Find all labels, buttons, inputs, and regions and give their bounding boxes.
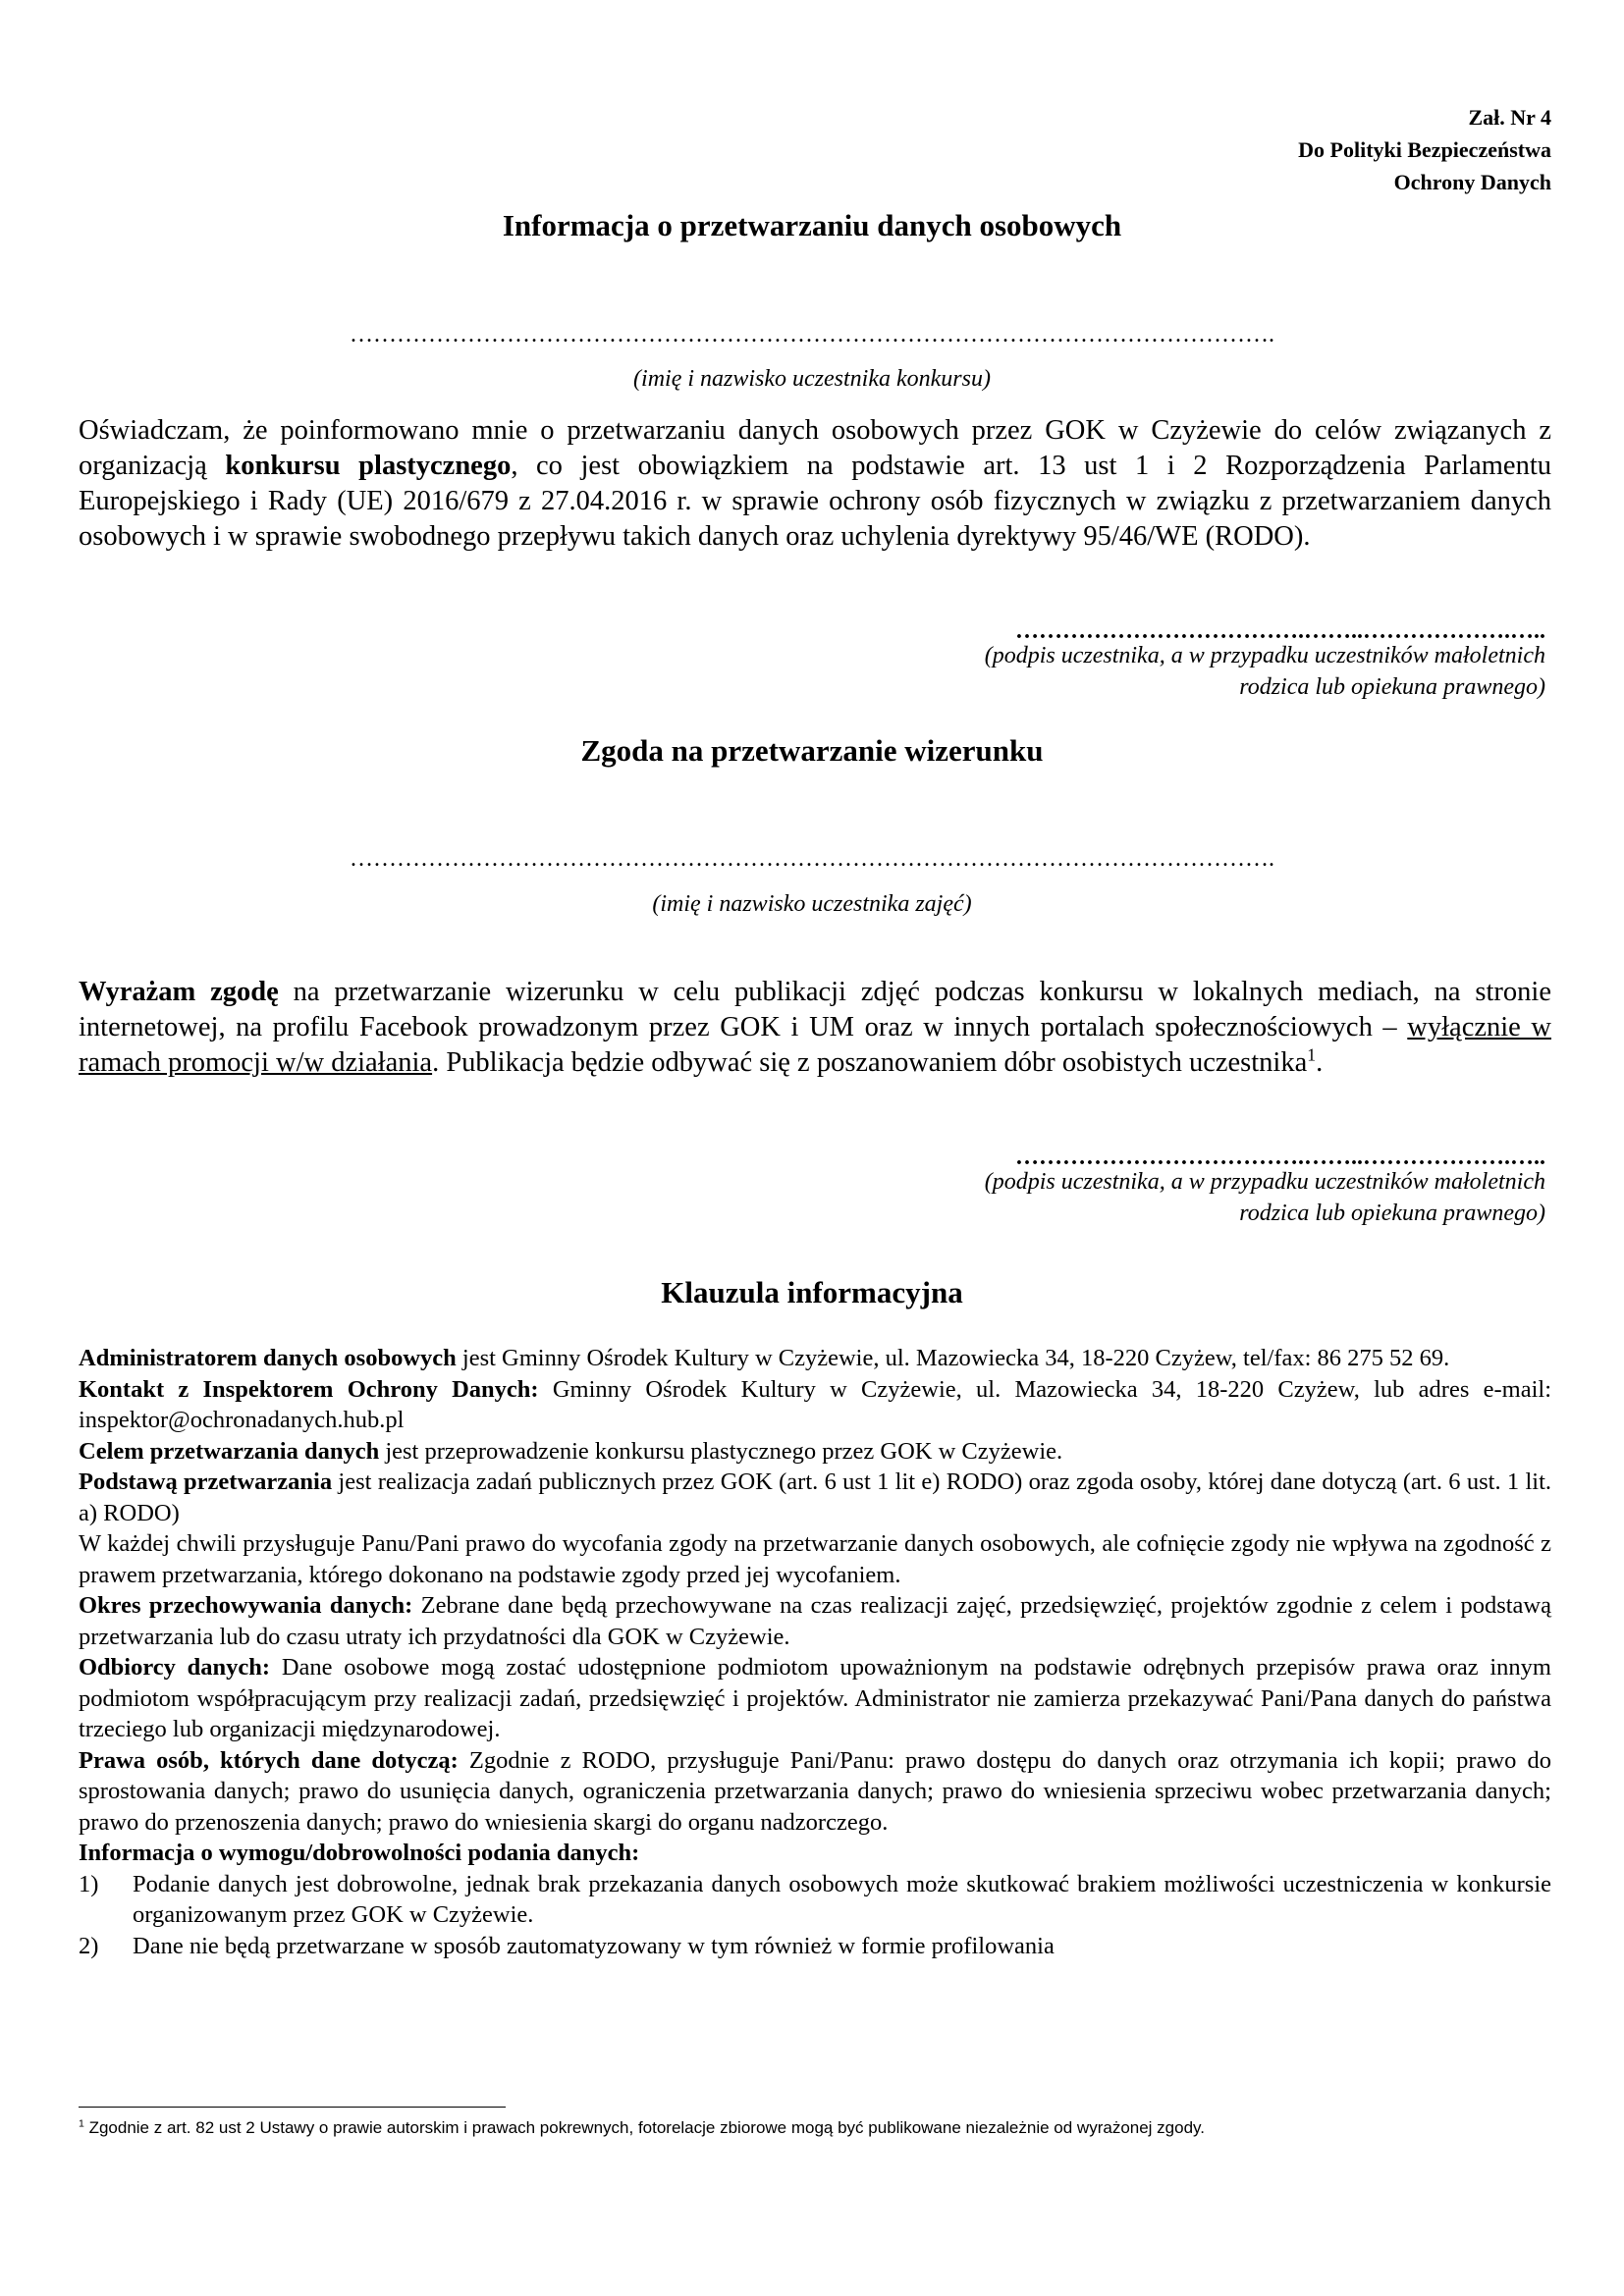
list-item xyxy=(79,1869,1551,1931)
clause-requirement-heading xyxy=(79,1838,1551,1869)
clause-iod-contact xyxy=(79,1374,1551,1436)
signature-caption-2-line-2: rodzica lub opiekuna prawnego) xyxy=(1239,1201,1545,1226)
clause-withdrawal: W każdej chwili przysługuje Panu/Pani prawo do wycofania zgody na przetwarzanie danych osobowych, ale cofnięcie zgody nie wpływa na zgodność z prawem przetwarzania, którego dokonano na podstawie zgody przed jej wycofaniem. xyxy=(79,1530,1551,1588)
clause-purpose-text: jest przeprowadzenie konkursu plastycznego przez GOK w Czyżewie. xyxy=(379,1437,1063,1465)
list-item-number: 1) xyxy=(79,1870,99,1897)
section-title-image-consent: Zgoda na przetwarzanie wizerunku xyxy=(580,733,1044,768)
attachment-note xyxy=(1298,101,1551,198)
clause-iod-label: Kontakt z Inspektorem Ochrony Danych: xyxy=(79,1375,539,1403)
attachment-line-3: Ochrony Danych xyxy=(1393,170,1551,194)
consent-text-1: na przetwarzanie wizerunku w celu publikacji zdjęć podczas konkursu w lokalnych mediach, na stronie internetowej, na profilu Facebook prowadzonym przez GOK i UM oraz w innych portalach społecznościowych – xyxy=(79,977,1551,1042)
name-caption-2: (imię i nazwisko uczestnika zajęć) xyxy=(652,891,972,917)
signature-caption-line-2: rodzica lub opiekuna prawnego) xyxy=(1239,674,1545,700)
signature-caption xyxy=(985,640,1545,703)
attachment-line-2: Do Polityki Bezpieczeństwa xyxy=(1298,137,1551,162)
attachment-line-1: Zał. Nr 4 xyxy=(1468,105,1551,130)
section-title-information-clause: Klauzula informacyjna xyxy=(661,1275,963,1309)
requirement-list xyxy=(79,1869,1551,1962)
clause-legal-basis-label: Podstawą przetwarzania xyxy=(79,1468,333,1495)
clause-recipients-text: Dane osobowe mogą zostać udostępnione podmiotom upoważnionym na podstawie odrębnych przepisów prawa oraz innym podmiotom współpracującym przy realizacji zadań, przedsięwzięć i projektów. Administrator nie zamierza przekazywać Pani/Pana danych do państwa trzeciego lub organizacji międzynarodowej. xyxy=(79,1654,1551,1742)
signature-caption-line-1: (podpis uczestnika, a w przypadku uczestników małoletnich xyxy=(984,643,1545,668)
footnote-number: 1 xyxy=(79,2117,84,2130)
clause-retention-text: Zebrane dane będą przechowywane na czas realizacji zajęć, przedsięwzięć, projektów zgodnie z celem i podstawą przetwarzania lub do czasu utraty ich przydatności dla GOK w Czyżewie. xyxy=(79,1592,1551,1650)
consent-underlined-text: wyłącznie w ramach promocji w/w działania xyxy=(79,1012,1551,1078)
clause-rights-text: Zgodnie z RODO, przysługuje Pani/Panu: prawo dostępu do danych oraz otrzymania ich kopii; prawo do sprostowania danych; prawo do usunięcia danych, ograniczenia przetwarzania danych; prawo do wniesienia sprzeciwu wobec przetwarzania danych; prawo do przenoszenia danych; prawo do wniesienia skargi do organu nadzorczego. xyxy=(79,1746,1552,1836)
clause-recipients-label: Odbiorcy danych: xyxy=(79,1654,271,1681)
clause-rights xyxy=(79,1745,1551,1839)
clause-retention-label: Okres przechowywania danych: xyxy=(79,1592,413,1619)
signature-caption-2-line-1: (podpis uczestnika, a w przypadku uczestników małoletnich xyxy=(984,1169,1545,1195)
name-fill-line: ………………………………………………………………………………………………………. xyxy=(350,322,1274,347)
clause-requirement-label: Informacja o wymogu/dobrowolności podania danych: xyxy=(79,1840,640,1866)
footnote-text: Zgodnie z art. 82 ust 2 Ustawy o prawie autorskim i prawach pokrewnych, fotorelacje zbiorowe mogą być publikowane niezależnie od wyrażonej zgody. xyxy=(83,2118,1206,2137)
list-item xyxy=(79,1931,1551,1962)
clause-legal-basis xyxy=(79,1467,1551,1528)
section-title-data-processing: Informacja o przetwarzaniu danych osobowych xyxy=(502,208,1122,242)
list-item-number: 2) xyxy=(79,1932,99,1959)
clause-purpose-label: Celem przetwarzania danych xyxy=(79,1437,380,1465)
declaration-contest-name: konkursu plastycznego xyxy=(225,451,512,481)
clause-retention xyxy=(79,1590,1551,1652)
name-caption: (imię i nazwisko uczestnika konkursu) xyxy=(633,366,991,392)
clause-recipients xyxy=(79,1652,1551,1745)
footnote-reference: 1 xyxy=(1307,1044,1317,1065)
information-clause xyxy=(79,1343,1551,1961)
consent-text-2: . Publikacja będzie odbywać się z poszanowaniem dóbr osobistych uczestnika xyxy=(432,1047,1308,1078)
clause-iod-text: Gminny Ośrodek Kultury w Czyżewie, ul. Mazowiecka 34, 18-220 Czyżew, lub adres e-mail: inspektor@ochronadanych.hub.pl xyxy=(79,1375,1551,1433)
list-item-text: Dane nie będą przetwarzane w sposób zautomatyzowany w tym również w formie profilowania xyxy=(133,1932,1055,1959)
declaration-text-1: Oświadczam, że poinformowano mnie o przetwarzaniu danych osobowych przez GOK w Czyżewie do celów związanych z organizacją xyxy=(79,415,1551,481)
signature-fill-line-2: ……………………………….……..……………….….. xyxy=(1015,1145,1545,1170)
declaration-paragraph xyxy=(79,413,1551,555)
clause-purpose xyxy=(79,1436,1551,1468)
clause-rights-label: Prawa osób, których dane dotyczą: xyxy=(79,1746,459,1774)
consent-bold-lead: Wyrażam zgodę xyxy=(79,977,279,1007)
declaration-text-2: , co jest obowiązkiem na podstawie art. 13 ust 1 i 2 Rozporządzenia Parlamentu Europejskiego i Rady (UE) 2016/679 z 27.04.2016 r. w sprawie ochrony osób fizycznych w związku z przetwarzaniem danych osobowych i w sprawie swobodnego przepływu takich danych oraz uchylenia dyrektywy 95/46/WE (RODO). xyxy=(79,451,1551,552)
footnote-separator xyxy=(79,2107,506,2108)
list-item-text: Podanie danych jest dobrowolne, jednak brak przekazania danych osobowych może skutkować brakiem możliwości uczestniczenia w konkursie organizowanym przez GOK w Czyżewie. xyxy=(133,1870,1551,1928)
clause-administrator xyxy=(79,1343,1551,1374)
clause-legal-basis-text: jest realizacja zadań publicznych przez GOK (art. 6 ust 1 lit e) RODO) oraz zgoda osoby, której dane dotyczą (art. 6 ust. 1 lit. a) RODO) xyxy=(79,1468,1552,1526)
name-fill-line-2: ………………………………………………………………………………………………………. xyxy=(350,846,1274,872)
signature-fill-line: ……………………………….……..……………….….. xyxy=(1015,618,1545,644)
signature-caption-2 xyxy=(985,1166,1545,1229)
consent-paragraph xyxy=(79,975,1551,1081)
consent-text-3: . xyxy=(1316,1047,1324,1078)
footnote xyxy=(79,2118,1205,2138)
clause-administrator-text: jest Gminny Ośrodek Kultury w Czyżewie, ul. Mazowiecka 34, 18-220 Czyżew, tel/fax: 86 275 52 69. xyxy=(456,1345,1450,1371)
clause-administrator-label: Administratorem danych osobowych xyxy=(79,1345,457,1371)
